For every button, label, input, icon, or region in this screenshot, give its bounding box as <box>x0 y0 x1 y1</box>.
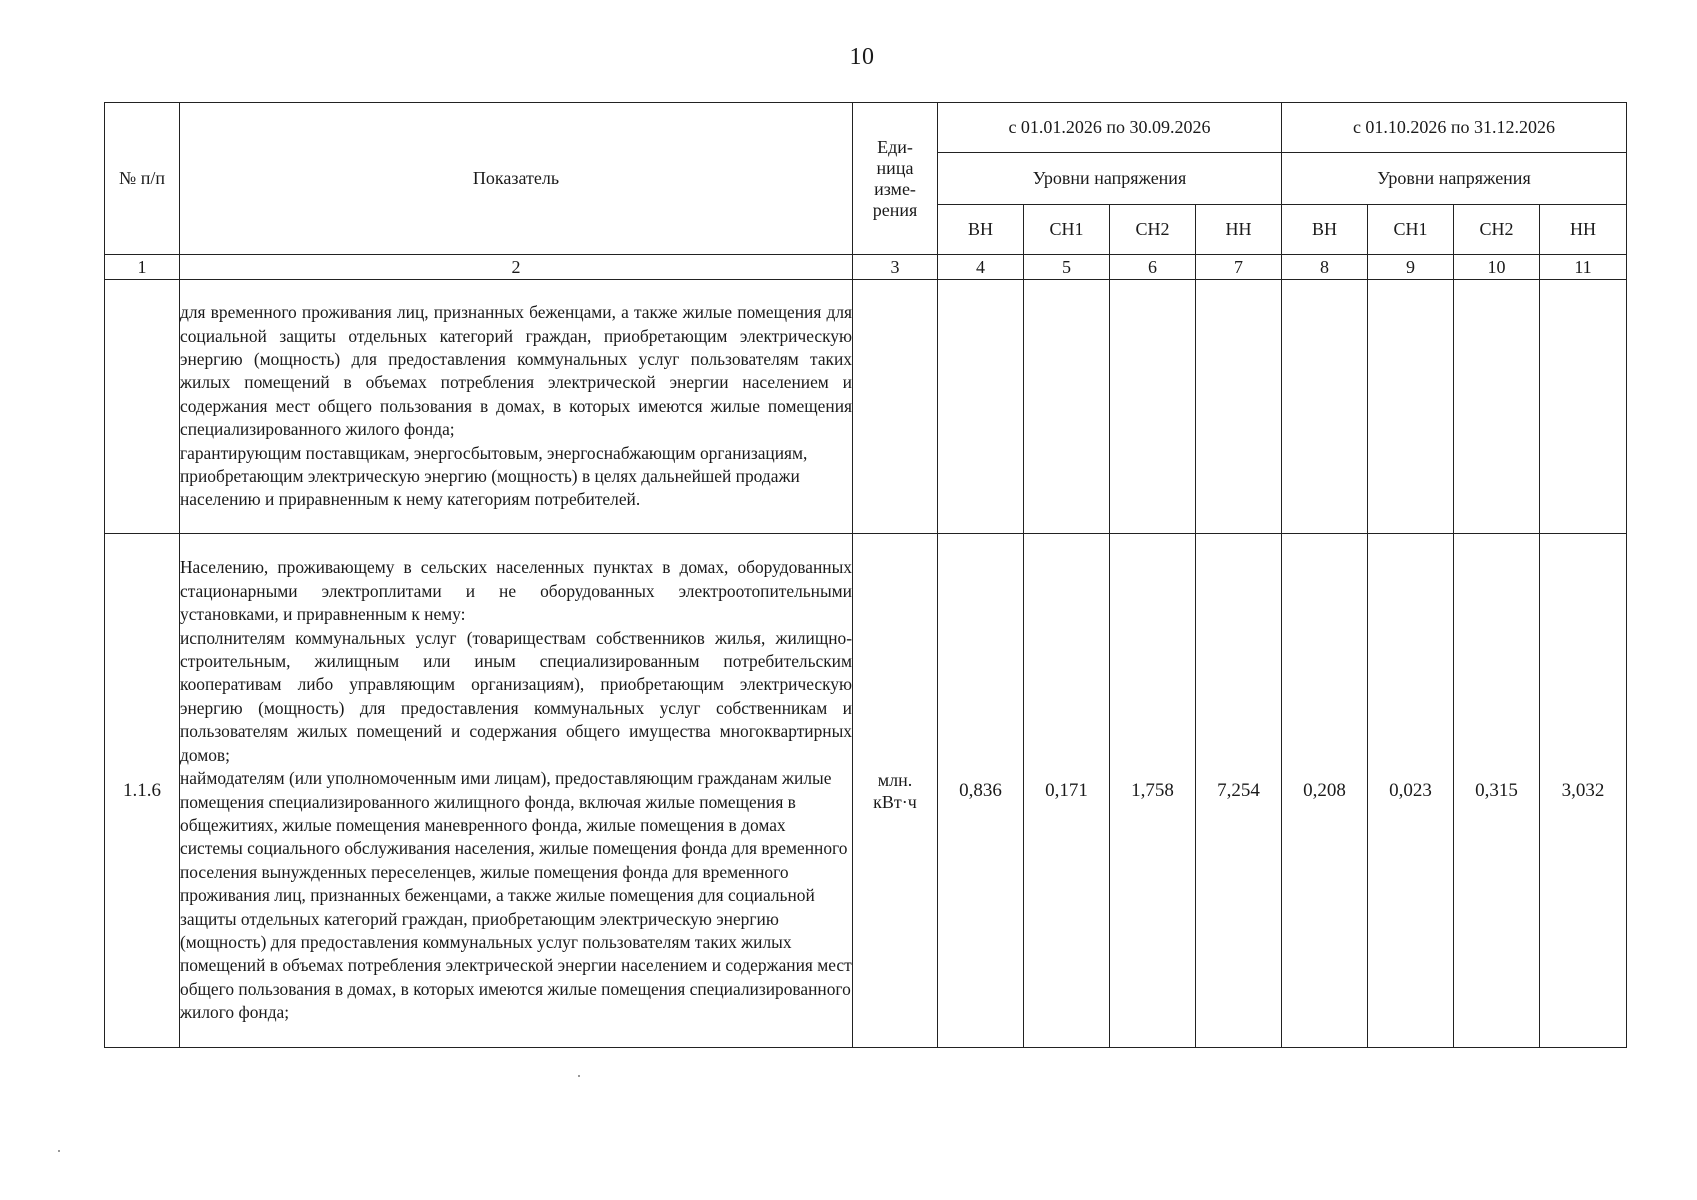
scan-speck <box>578 1075 580 1077</box>
header-indicator: Показатель <box>180 103 853 255</box>
header-unit <box>853 103 938 255</box>
table-header <box>105 103 1627 280</box>
page-number: 10 <box>849 44 875 70</box>
header-level: ВН <box>1282 205 1368 255</box>
value-cell: 0,836 <box>938 534 1024 1048</box>
value-cell <box>1110 280 1196 534</box>
header-level: НН <box>1540 205 1627 255</box>
value-cell <box>1368 280 1454 534</box>
header-level: НН <box>1196 205 1282 255</box>
value-cell: 0,208 <box>1282 534 1368 1048</box>
column-number: 4 <box>938 255 1024 280</box>
column-number: 9 <box>1368 255 1454 280</box>
value-cell: 0,171 <box>1024 534 1110 1048</box>
header-unit-text: Еди- ница изме- рения <box>872 136 918 220</box>
value-cell <box>1454 280 1540 534</box>
indicator-paragraph: Населению, проживающему в сельских населенных пунктах в домах, оборудованных стационарными электроплитами и не оборудованных электроотопительными установками, и приравненным к нему: <box>180 557 852 625</box>
table-row <box>105 534 1627 1048</box>
unit-text: млн. кВт·ч <box>873 769 917 812</box>
indicator-cell <box>180 534 853 1048</box>
value-cell: 3,032 <box>1540 534 1627 1048</box>
header-period-1: с 01.01.2026 по 30.09.2026 <box>938 103 1282 153</box>
header-level: СН2 <box>1454 205 1540 255</box>
value-cell: 1,758 <box>1110 534 1196 1048</box>
column-number: 3 <box>853 255 938 280</box>
unit-cell <box>853 280 938 534</box>
header-level: СН1 <box>1024 205 1110 255</box>
value-cell: 7,254 <box>1196 534 1282 1048</box>
header-num: № п/п <box>105 103 180 255</box>
header-level: СН1 <box>1368 205 1454 255</box>
header-period-2: с 01.10.2026 по 31.12.2026 <box>1282 103 1627 153</box>
indicator-paragraph: наймодателям (или уполномоченным ими лицам), предоставляющим гражданам жилые помещения специализированного жилищного фонда, включая жилые помещения в общежитиях, жилые помещения маневренного фонда, жилые помещения в домах системы социального обслуживания населения, жилые помещения фонда для временного поселения вынужденных переселенцев, жилые помещения фонда для временного проживания лиц, признанных беженцами, а также жилые помещения для социальной защиты отдельных категорий граждан, приобретающим электрическую энергию (мощность) для предоставления коммунальных услуг пользователям таких жилых помещений в объемах потребления электрической энергии населением и содержания мест общего пользования в домах, в которых имеются жилые помещения специализированного жилого фонда; <box>180 768 852 1023</box>
column-number-row <box>105 255 1627 280</box>
header-level: ВН <box>938 205 1024 255</box>
value-cell: 0,023 <box>1368 534 1454 1048</box>
indicator-paragraph: исполнителям коммунальных услуг (товариществам собственников жилья, жилищно-строительным, жилищным или иным специализированным потребительским кооперативам либо управляющим организациям), приобретающим электрическую энергию (мощность) для предоставления коммунальных услуг собственникам и пользователям жилых помещений и содержания общего имущества многоквартирных домов; <box>180 627 852 765</box>
header-level: СН2 <box>1110 205 1196 255</box>
indicator-paragraph: гарантирующим поставщикам, энергосбытовым, энергоснабжающим организациям, приобретающим электрическую энергию (мощность) в целях дальнейшей продажи населению и приравненным к нему категориям потребителей. <box>180 442 808 510</box>
column-number: 6 <box>1110 255 1196 280</box>
tariff-volume-table <box>104 102 1627 1048</box>
row-num: 1.1.6 <box>105 534 180 1048</box>
column-number: 7 <box>1196 255 1282 280</box>
value-cell <box>1024 280 1110 534</box>
indicator-cell <box>180 280 853 534</box>
value-cell <box>1282 280 1368 534</box>
column-number: 2 <box>180 255 853 280</box>
indicator-paragraph: для временного проживания лиц, признанных беженцами, а также жилые помещения для социальной защиты отдельных категорий граждан, приобретающим электрическую энергию (мощность) для предоставления коммунальных услуг пользователям таких жилых помещений в объемах потребления электрической энергии населением и содержания мест общего пользования в домах, в которых имеются жилые помещения специализированного жилого фонда; <box>180 302 852 440</box>
column-number: 10 <box>1454 255 1540 280</box>
column-number: 8 <box>1282 255 1368 280</box>
value-cell <box>1196 280 1282 534</box>
column-number: 5 <box>1024 255 1110 280</box>
header-voltage-levels-2: Уровни напряжения <box>1282 153 1627 205</box>
column-number: 1 <box>105 255 180 280</box>
header-voltage-levels-1: Уровни напряжения <box>938 153 1282 205</box>
unit-cell <box>853 534 938 1048</box>
column-number: 11 <box>1540 255 1627 280</box>
row-num <box>105 280 180 534</box>
value-cell <box>1540 280 1627 534</box>
table-row <box>105 280 1627 534</box>
value-cell: 0,315 <box>1454 534 1540 1048</box>
scan-speck <box>58 1150 60 1152</box>
value-cell <box>938 280 1024 534</box>
